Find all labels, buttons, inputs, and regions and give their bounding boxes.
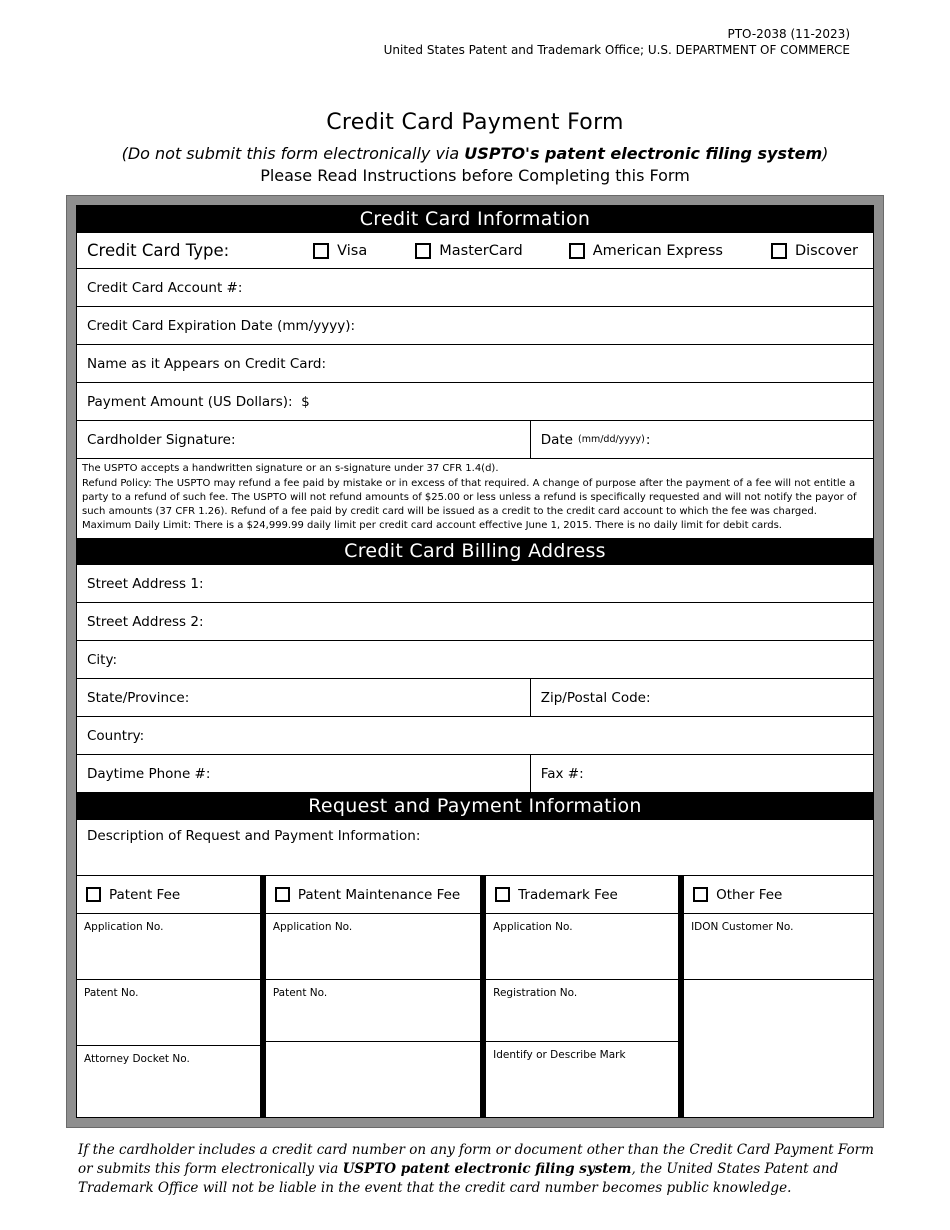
- trademark-fee-column: [486, 876, 678, 1117]
- street-address-1-field[interactable]: [77, 565, 873, 603]
- read-instructions-line: Please Read Instructions before Completing this Form: [260, 166, 690, 186]
- visa-checkbox[interactable]: [313, 243, 329, 259]
- zip-postal-code-label: Zip/Postal Code:: [540, 689, 651, 706]
- other-fee-empty-cell: [684, 980, 873, 1117]
- disclaimer-suffix: , the United States Patent and Trademark Office will not be liable in the event that the credit card number becomes public knowledge.: [78, 1161, 839, 1197]
- patent-maintenance-fee-option[interactable]: [266, 876, 480, 914]
- refund-policy-text: Refund Policy: The USPTO may refund a fee paid by mistake or in excess of that required. A change of purpose after the payment of a fee will not entitle a party to a refund of such fee. The USPTO will not refund amounts of $25.00 or less unless a refund is specifically requested and will not notify the payor of such amounts (37 CFR 1.26). Refund of a fee paid by credit card will be issued as a credit to the credit card account to which the fee was charged.: [82, 477, 857, 517]
- payment-form: [76, 205, 874, 1118]
- maintenance-fee-application-no-field[interactable]: [266, 914, 480, 980]
- maintenance-fee-patent-no-field[interactable]: [266, 980, 480, 1042]
- visa-label: Visa: [337, 242, 368, 259]
- payment-form-frame: [67, 196, 883, 1127]
- disclaimer-prefix: If the cardholder includes a credit card number on any form or document other than the Credit Card Payment Form or submits this form electronically via: [78, 1142, 874, 1178]
- american-express-checkbox[interactable]: [569, 243, 585, 259]
- phone-fax-row: [77, 755, 873, 793]
- discover-label: Discover: [794, 242, 858, 259]
- other-fee-checkbox[interactable]: [693, 887, 708, 902]
- cardholder-name-label: Name as it Appears on Credit Card:: [87, 355, 327, 372]
- expiration-date-field[interactable]: [77, 307, 873, 345]
- signature-policy-text: The USPTO accepts a handwritten signature or an s-signature under 37 CFR 1.4(d).: [82, 463, 499, 475]
- trademark-fee-application-no-label: Application No.: [493, 921, 573, 934]
- signature-date-row: [77, 421, 873, 459]
- patent-fee-attorney-docket-no-field[interactable]: [77, 1046, 260, 1117]
- american-express-label: American Express: [592, 242, 723, 259]
- date-label-colon: :: [645, 431, 651, 448]
- state-zip-row: [77, 679, 873, 717]
- date-field[interactable]: [531, 421, 873, 458]
- mastercard-checkbox[interactable]: [415, 243, 431, 259]
- other-fee-option[interactable]: [684, 876, 873, 914]
- section-credit-card-information: Credit Card Information: [77, 206, 873, 233]
- cardholder-name-field[interactable]: [77, 345, 873, 383]
- description-label: Description of Request and Payment Information:: [87, 828, 421, 845]
- mastercard-label: MasterCard: [439, 242, 523, 259]
- date-label: Date: [540, 431, 573, 448]
- patent-fee-patent-no-field[interactable]: [77, 980, 260, 1046]
- maintenance-fee-patent-no-label: Patent No.: [272, 987, 328, 1000]
- other-fee-label: Other Fee: [716, 886, 783, 903]
- country-label: Country:: [87, 727, 145, 744]
- state-province-label: State/Province:: [87, 689, 190, 706]
- patent-maintenance-fee-label: Patent Maintenance Fee: [297, 886, 461, 903]
- city-field[interactable]: [77, 641, 873, 679]
- signature-label: Cardholder Signature:: [87, 431, 236, 448]
- patent-fee-application-no-label: Application No.: [84, 921, 164, 934]
- visa-option[interactable]: [313, 243, 367, 259]
- patent-fee-label: Patent Fee: [109, 886, 181, 903]
- patent-fee-option[interactable]: [77, 876, 260, 914]
- liability-disclaimer: [78, 1141, 880, 1198]
- section-billing-address: Credit Card Billing Address: [77, 538, 873, 565]
- daily-limit-text: Maximum Daily Limit: There is a $24,999.99 daily limit per credit card account effective June 1, 2015. There is no daily limit for debit cards.: [82, 520, 782, 532]
- zip-postal-code-field[interactable]: [531, 679, 873, 716]
- card-type-label: Credit Card Type:: [87, 241, 230, 261]
- page-title: Credit Card Payment Form: [326, 110, 624, 136]
- trademark-fee-application-no-field[interactable]: [486, 914, 678, 980]
- other-fee-idon-customer-no-field[interactable]: [684, 914, 873, 980]
- trademark-fee-label: Trademark Fee: [518, 886, 618, 903]
- trademark-fee-option[interactable]: [486, 876, 678, 914]
- patent-fee-patent-no-label: Patent No.: [84, 987, 139, 1000]
- state-province-field[interactable]: [77, 679, 531, 716]
- patent-fee-attorney-docket-no-label: Attorney Docket No.: [84, 1053, 190, 1066]
- discover-option[interactable]: [771, 243, 858, 259]
- trademark-fee-registration-no-label: Registration No.: [493, 987, 578, 1000]
- trademark-fee-checkbox[interactable]: [495, 887, 510, 902]
- document-header: [0, 0, 950, 58]
- account-number-label: Credit Card Account #:: [87, 279, 243, 296]
- account-number-field[interactable]: [77, 269, 873, 307]
- description-field[interactable]: [77, 820, 873, 876]
- fine-print: [77, 459, 873, 538]
- fax-field[interactable]: [531, 755, 873, 792]
- signature-field[interactable]: [77, 421, 531, 458]
- fax-label: Fax #:: [540, 765, 584, 782]
- patent-fee-column: [77, 876, 260, 1117]
- maintenance-fee-empty-cell: [266, 1042, 480, 1117]
- daytime-phone-field[interactable]: [77, 755, 531, 792]
- payment-amount-field[interactable]: [77, 383, 873, 421]
- subtitle-emphasis: USPTO's patent electronic filing system: [464, 144, 823, 164]
- street-address-2-field[interactable]: [77, 603, 873, 641]
- disclaimer-emphasis: USPTO patent electronic filing system: [342, 1161, 632, 1178]
- date-format-hint: (mm/dd/yyyy): [578, 434, 645, 446]
- title-block: [0, 110, 950, 185]
- city-label: City:: [87, 651, 118, 668]
- section-request-payment-information: Request and Payment Information: [77, 793, 873, 820]
- card-type-row: [77, 233, 873, 269]
- agency-line: United States Patent and Trademark Office; U.S. DEPARTMENT OF COMMERCE: [383, 43, 850, 58]
- street-address-2-label: Street Address 2:: [87, 613, 204, 630]
- trademark-fee-identify-mark-label: Identify or Describe Mark: [493, 1049, 626, 1062]
- street-address-1-label: Street Address 1:: [87, 575, 204, 592]
- other-fee-idon-customer-no-label: IDON Customer No.: [691, 921, 794, 934]
- mastercard-option[interactable]: [415, 243, 522, 259]
- fee-grid: [77, 876, 873, 1117]
- patent-fee-checkbox[interactable]: [86, 887, 101, 902]
- payment-amount-label: Payment Amount (US Dollars): $: [87, 393, 310, 410]
- patent-fee-application-no-field[interactable]: [77, 914, 260, 980]
- trademark-fee-identify-mark-field[interactable]: [486, 1042, 678, 1117]
- subtitle: [0, 144, 950, 163]
- expiration-date-label: Credit Card Expiration Date (mm/yyyy):: [87, 317, 356, 334]
- patent-maintenance-fee-column: [266, 876, 480, 1117]
- subtitle-suffix: ): [822, 144, 829, 164]
- other-fee-column: [684, 876, 873, 1117]
- american-express-option[interactable]: [569, 243, 723, 259]
- form-number: PTO-2038 (11-2023): [727, 27, 850, 41]
- subtitle-prefix: (Do not submit this form electronically via: [121, 144, 465, 164]
- discover-checkbox[interactable]: [771, 243, 787, 259]
- trademark-fee-registration-no-field[interactable]: [486, 980, 678, 1042]
- daytime-phone-label: Daytime Phone #:: [87, 765, 211, 782]
- maintenance-fee-application-no-label: Application No.: [272, 921, 353, 934]
- country-field[interactable]: [77, 717, 873, 755]
- patent-maintenance-fee-checkbox[interactable]: [275, 887, 290, 902]
